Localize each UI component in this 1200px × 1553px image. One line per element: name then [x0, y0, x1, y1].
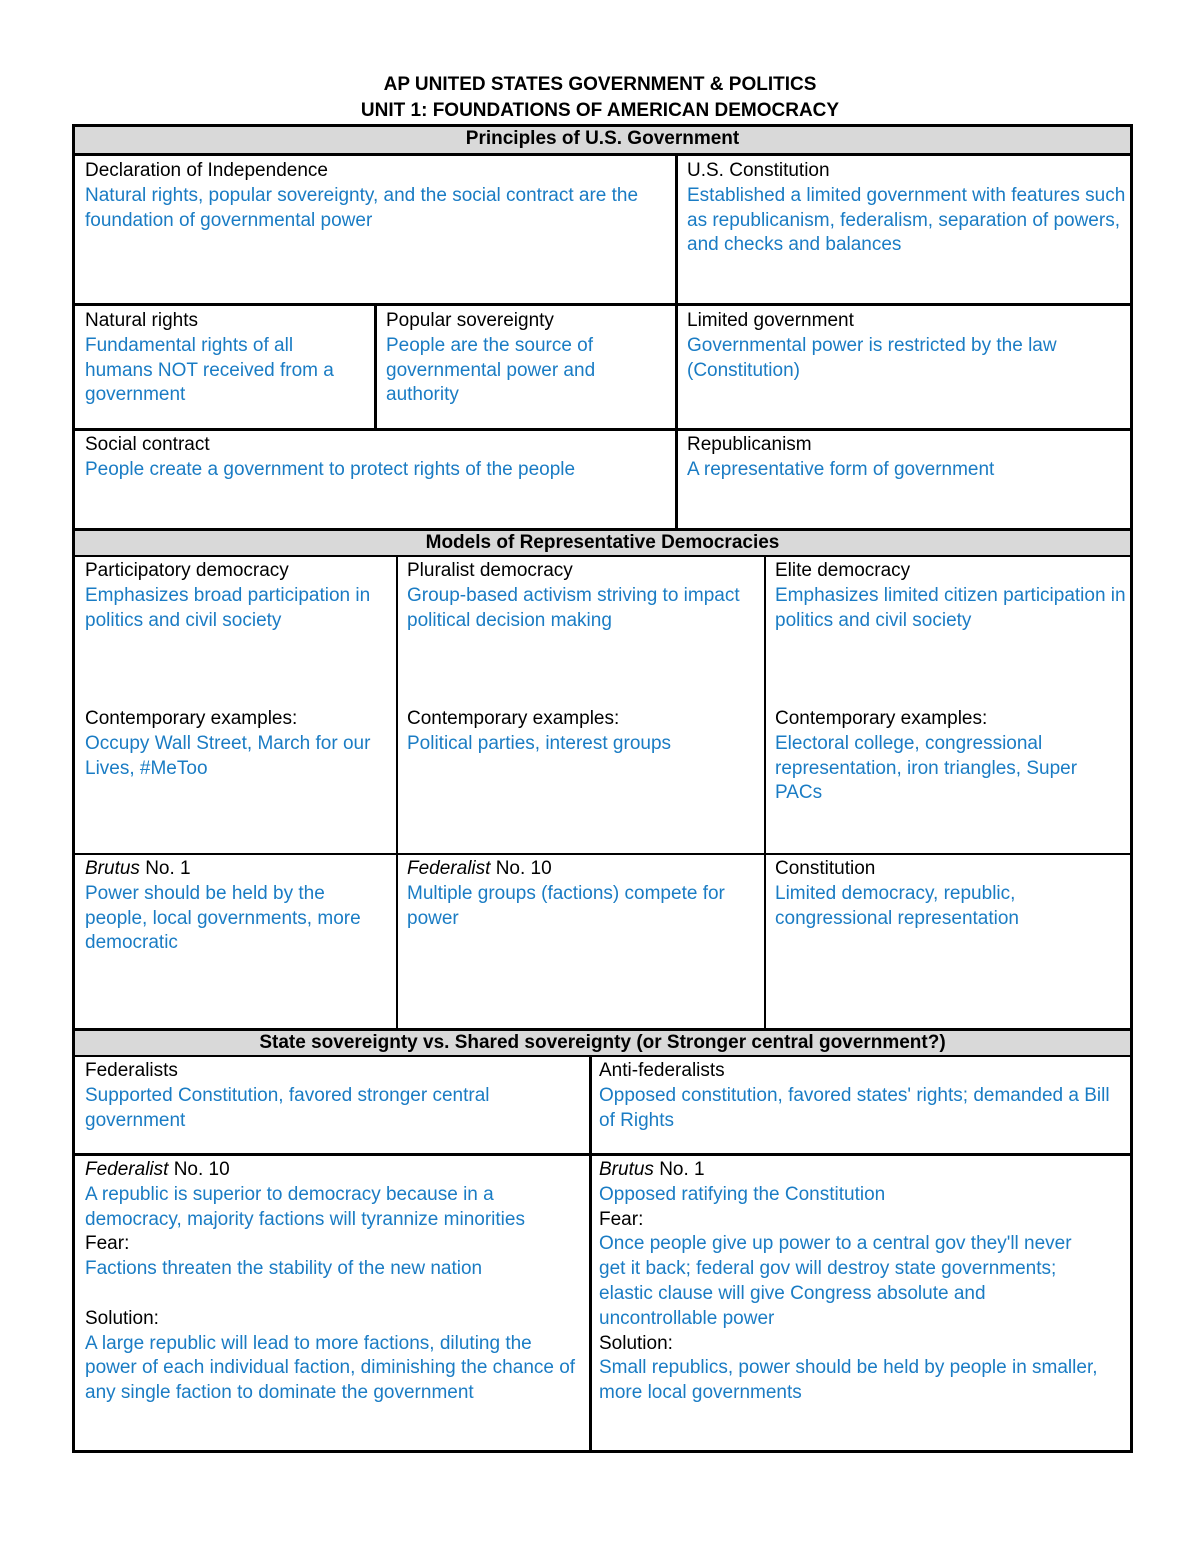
divider	[75, 153, 1130, 156]
participatory-label: Participatory democracy	[85, 560, 289, 581]
divider	[374, 303, 377, 428]
cell-natural-rights	[85, 309, 365, 408]
republicanism-text: A representative form of government	[687, 458, 995, 480]
solution-label: Solution:	[85, 1307, 159, 1329]
federalist-text: Multiple groups (factions) compete for power	[407, 882, 725, 929]
popular-sovereignty-text: People are the source of governmental power and authority	[386, 334, 596, 406]
constitution-model-text: Limited democracy, republic, congressional representation	[775, 882, 1019, 929]
cell-elite-examples	[775, 707, 1127, 806]
federalist10-fear: Factions threaten the stability of the new nation	[85, 1258, 483, 1280]
federalists-text: Supported Constitution, favored stronger central government	[85, 1084, 490, 1131]
social-contract-label: Social contract	[85, 434, 210, 455]
divider	[764, 555, 766, 1028]
anti-federalists-label: Anti-federalists	[599, 1060, 725, 1081]
republicanism-label: Republicanism	[687, 434, 812, 455]
pluralist-text: Group-based activism striving to impact political decision making	[407, 584, 740, 631]
divider	[75, 1055, 1130, 1057]
cell-federalist10	[85, 1158, 580, 1406]
document-subtitle: UNIT 1: FOUNDATIONS OF AMERICAN DEMOCRACY	[360, 100, 840, 121]
divider	[589, 1055, 592, 1453]
cell-anti-federalists	[599, 1059, 1119, 1133]
divider	[75, 1153, 1130, 1156]
examples-label: Contemporary examples:	[85, 708, 298, 729]
section-heading-principles: Principles of U.S. Government	[75, 127, 1130, 153]
constitution-text: Established a limited government with features such as republicanism, federalism, separation of powers, and checks and balances	[687, 184, 1126, 256]
cell-limited-government	[687, 309, 1127, 383]
cell-pluralist-examples	[407, 707, 757, 757]
brutus1-label: Brutus No. 1	[599, 1159, 705, 1180]
constitution-model-label: Constitution	[775, 858, 876, 879]
cell-popular-sovereignty	[386, 309, 666, 408]
natural-rights-text: Fundamental rights of all humans NOT received from a government	[85, 334, 334, 406]
popular-sovereignty-label: Popular sovereignty	[386, 310, 554, 331]
cell-federalist	[407, 857, 757, 931]
examples-label: Contemporary examples:	[775, 708, 988, 729]
brutus1-fear: Once people give up power to a central gov they'll never get it back; federal gov will destroy state governments; elastic clause will give Congress absolute and uncontrollable power	[599, 1233, 1072, 1329]
brutus1-solution: Small republics, power should be held by people in smaller, more local governments	[599, 1357, 1098, 1404]
solution-label: Solution:	[599, 1332, 673, 1354]
divider	[75, 428, 1130, 431]
cell-participatory	[85, 559, 385, 633]
divider	[75, 303, 1130, 306]
examples-label: Contemporary examples:	[407, 708, 620, 729]
pluralist-label: Pluralist democracy	[407, 560, 573, 581]
pluralist-examples: Political parties, interest groups	[407, 732, 672, 754]
cell-brutus	[85, 857, 385, 956]
fear-label: Fear:	[599, 1208, 644, 1230]
document-title: AP UNITED STATES GOVERNMENT & POLITICS	[383, 74, 817, 95]
cell-social-contract	[85, 433, 665, 483]
limited-government-label: Limited government	[687, 310, 854, 331]
cell-declaration	[85, 159, 665, 233]
limited-government-text: Governmental power is restricted by the law (Constitution)	[687, 334, 1057, 381]
brutus1-text: Opposed ratifying the Constitution	[599, 1183, 886, 1205]
cell-constitution	[687, 159, 1127, 258]
divider	[675, 153, 678, 529]
federalist10-solution: A large republic will lead to more factions, diluting the power of each individual faction, diminishing the chance of any single faction to dominate the government	[85, 1332, 576, 1404]
section-heading-sovereignty: State sovereignty vs. Shared sovereignty (or Stronger central government?)	[75, 1031, 1130, 1055]
anti-federalists-text: Opposed constitution, favored states' rights; demanded a Bill of Rights	[599, 1084, 1110, 1131]
spacer	[85, 1282, 580, 1307]
natural-rights-label: Natural rights	[85, 310, 198, 331]
brutus-text: Power should be held by the people, local governments, more democratic	[85, 882, 361, 954]
social-contract-text: People create a government to protect rights of the people	[85, 458, 576, 480]
brutus-label: Brutus No. 1	[85, 858, 191, 879]
elite-label: Elite democracy	[775, 560, 911, 581]
declaration-label: Declaration of Independence	[85, 160, 328, 181]
constitution-label: U.S. Constitution	[687, 160, 830, 181]
participatory-examples: Occupy Wall Street, March for our Lives, #MeToo	[85, 732, 371, 779]
federalist-label: Federalist No. 10	[407, 858, 552, 879]
cell-republicanism	[687, 433, 1127, 483]
federalist10-text: A republic is superior to democracy because in a democracy, majority factions will tyrannize minorities	[85, 1183, 525, 1230]
unit-table	[72, 124, 1133, 1453]
federalist10-label: Federalist No. 10	[85, 1159, 230, 1180]
section-heading-models: Models of Representative Democracies	[75, 531, 1130, 555]
divider	[75, 555, 1130, 557]
cell-elite	[775, 559, 1127, 633]
divider	[396, 555, 398, 1028]
federalists-label: Federalists	[85, 1060, 178, 1081]
divider	[75, 853, 1130, 855]
cell-constitution-model	[775, 857, 1127, 931]
elite-examples: Electoral college, congressional representation, iron triangles, Super PACs	[775, 732, 1078, 804]
cell-pluralist	[407, 559, 757, 633]
cell-participatory-examples	[85, 707, 385, 781]
participatory-text: Emphasizes broad participation in politics and civil society	[85, 584, 371, 631]
cell-federalists	[85, 1059, 580, 1133]
cell-brutus1	[599, 1158, 1099, 1406]
fear-label: Fear:	[85, 1233, 130, 1255]
declaration-text: Natural rights, popular sovereignty, and the social contract are the foundation of governmental power	[85, 184, 639, 231]
elite-text: Emphasizes limited citizen participation in politics and civil society	[775, 584, 1126, 631]
